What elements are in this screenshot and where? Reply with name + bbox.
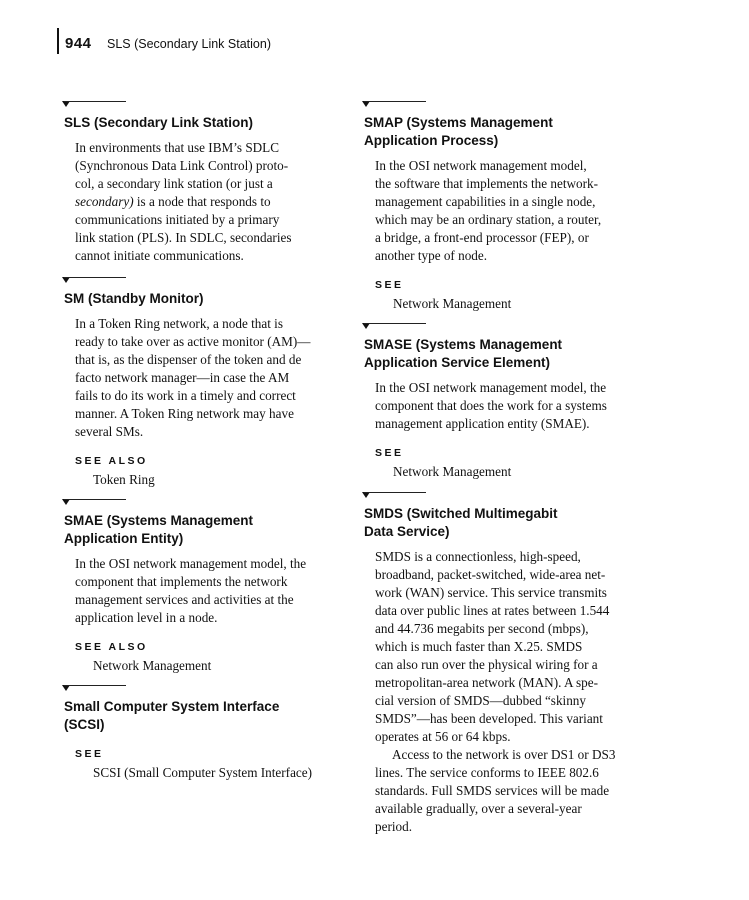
entry-term: SMAE (Systems Management Application Entity) (64, 513, 254, 546)
entry-marker (62, 685, 344, 693)
cross-reference: SCSI (Small Computer System Interface) (93, 765, 313, 780)
entry-term: SLS (Secondary Link Station) (64, 115, 254, 130)
entry-marker (362, 323, 647, 331)
see-also-label: SEE ALSO (75, 455, 148, 467)
entry-term: SMDS (Switched Multimegabit Data Service) (364, 506, 558, 539)
entry-definition: In the OSI network management model, the component that implements the network management services and activities at the application level in a node. (75, 556, 307, 625)
entry-definition (375, 548, 647, 836)
see-also-label: SEE ALSO (75, 641, 148, 653)
cross-reference: Network Management (93, 658, 212, 673)
see-label: SEE (375, 279, 404, 291)
entry-term: SMAP (Systems Management Application Process) (364, 115, 553, 148)
entry-sls (62, 101, 344, 265)
emphasis-term: secondary) (75, 194, 134, 209)
cross-reference: Network Management (393, 464, 512, 479)
entry-marker (62, 277, 344, 285)
entry-definition: In environments that use IBM’s SDLC (Synchronous Data Link Control) proto- col, a secondary link station (or just a secondary) is a node that responds to communications initiated by a primary link station (PLS). In SDLC, secondaries cannot initiate communications. (75, 140, 292, 263)
page-number: 944 (65, 35, 92, 52)
entry-marker (362, 492, 647, 500)
entry-smds (362, 492, 647, 836)
paragraph: SMDS is a connectionless, high-speed, broadband, packet-switched, wide-area net- work (WAN) service. This service transmits data over public lines at rates between 1.544 and 44.736 megabits per second (mbps), which is much faster than X.25. SMDS can also run over the physical wiring for a metropolitan-area network (MAN). A spe- cial version of SMDS—dubbed “skinny SMDS”—has been developed. This variant operates at 56 or 64 kbps. (375, 549, 610, 744)
entry-scsi (62, 685, 344, 782)
entry-marker (62, 101, 344, 109)
entry-sm (62, 277, 344, 489)
running-title: SLS (Secondary Link Station) (107, 37, 271, 51)
entry-smase (362, 323, 647, 481)
entry-smae (62, 499, 344, 675)
see-label: SEE (75, 748, 104, 760)
running-header (57, 28, 271, 54)
entry-term: Small Computer System Interface (SCSI) (64, 699, 280, 732)
entry-definition: In the OSI network management model, the software that implements the network- management capabilities in a single node, which may be an ordinary station, a router, a bridge, a front-end processor (FEP), or another type of node. (375, 158, 602, 263)
entry-definition: In a Token Ring network, a node that is ready to take over as active monitor (AM)— that is, as the dispenser of the token and de facto network manager—in case the AM fails to do its work in a timely and correct manner. A Token Ring network may have several SMs. (75, 316, 311, 439)
entry-smap (362, 101, 647, 313)
entry-term: SMASE (Systems Management Application Service Element) (364, 337, 563, 370)
cross-reference: Network Management (393, 296, 512, 311)
paragraph: Access to the network is over DS1 or DS3 lines. The service conforms to IEEE 802.6 standards. Full SMDS services will be made available gradually, over a several-year period. (375, 747, 616, 834)
entry-marker (62, 499, 344, 507)
entry-marker (362, 101, 647, 109)
see-label: SEE (375, 447, 404, 459)
cross-reference: Token Ring (93, 472, 155, 487)
entry-term: SM (Standby Monitor) (64, 291, 204, 306)
entry-definition: In the OSI network management model, the component that does the work for a systems management application entity (SMAE). (375, 380, 607, 431)
